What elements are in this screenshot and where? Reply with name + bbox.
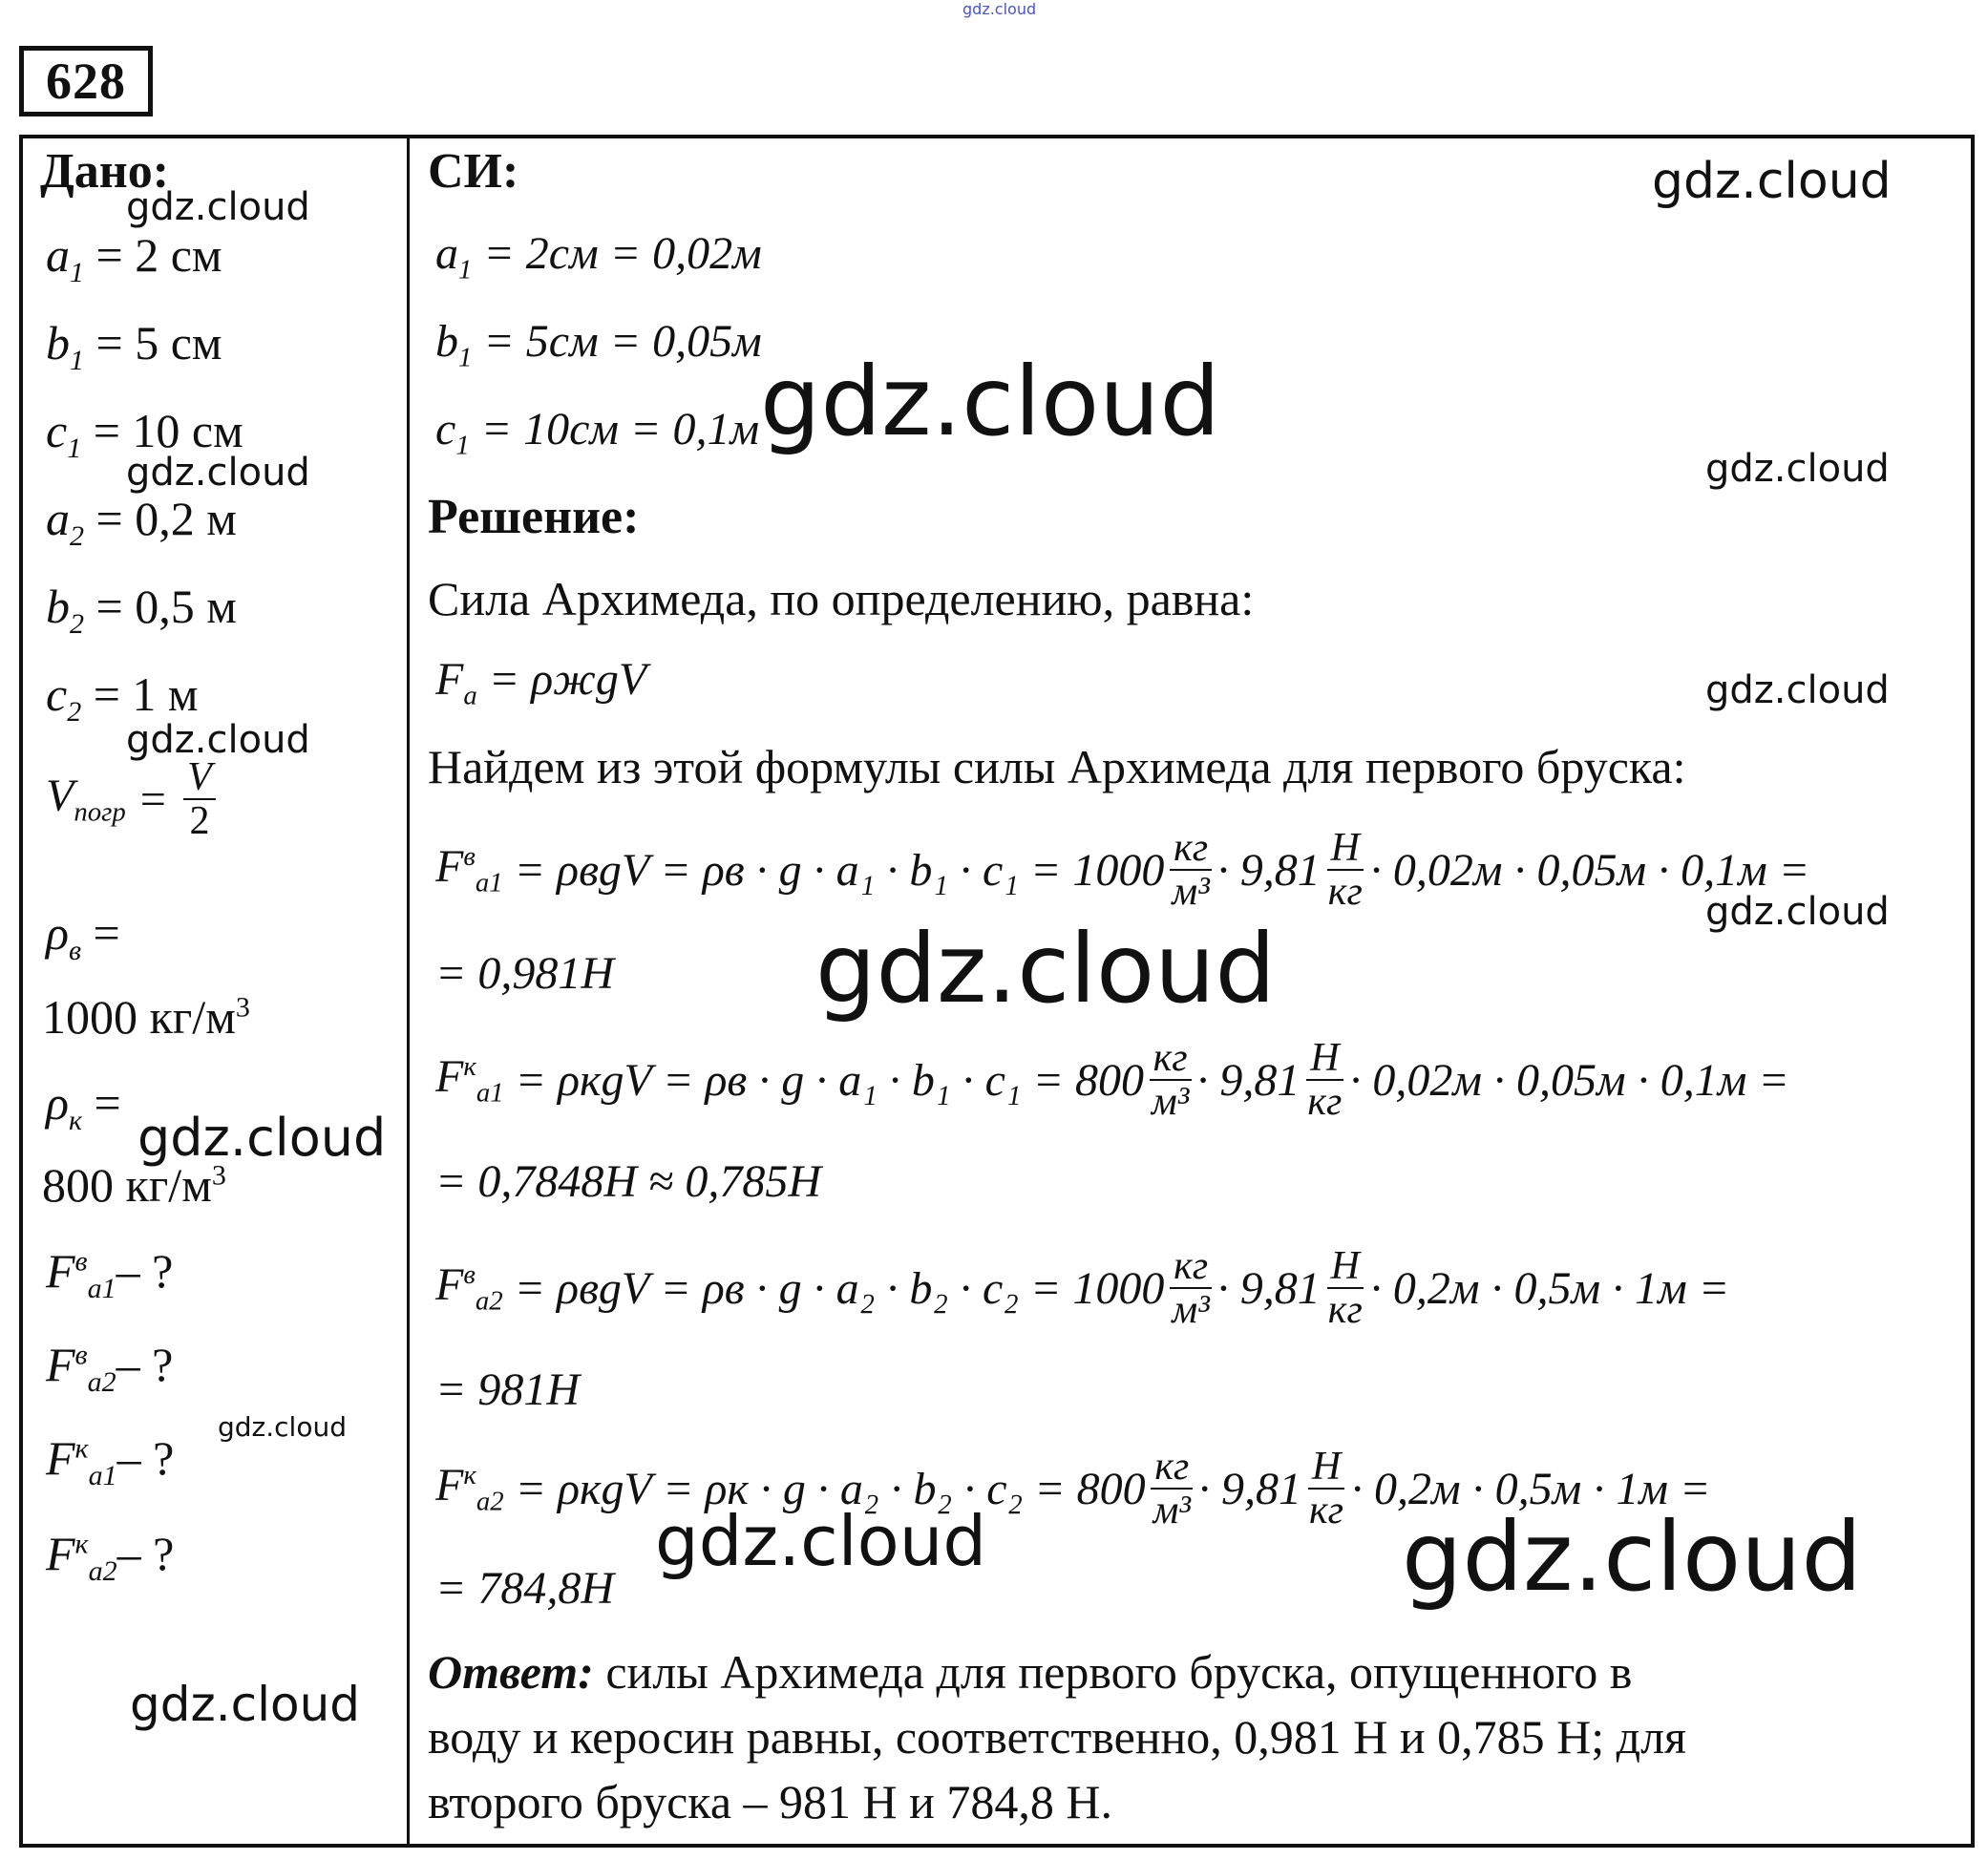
given-header: Дано:: [40, 144, 170, 199]
given-rho-v: $\rho_в$ =: [46, 906, 120, 966]
si-a1: $a_1 = 2см = 0,02м$: [435, 228, 762, 285]
unknown-fa2-v: $F^в_{a2}-$ ?: [46, 1338, 174, 1398]
equation-fa2-kerosene-result: = 784,8H: [435, 1563, 615, 1614]
answer-line-1: Ответ: силы Архимеда для первого бруска, опущенного в: [428, 1645, 1633, 1699]
watermark: gdz.cloud: [1705, 447, 1890, 491]
unknown-fa1-v: $F^в_{a1}-$ ?: [46, 1244, 174, 1304]
given-a1: $a_1 = 2$ см: [46, 228, 222, 288]
archimedes-formula: $F_a = \rho жgV$: [435, 654, 647, 711]
given-c1: $c_1 = 10$ см: [46, 404, 243, 464]
answer-line-2: воду и керосин равны, соответственно, 0,981 Н и 0,785 Н; для: [428, 1710, 1687, 1764]
solution-find-text: Найдем из этой формулы силы Архимеда для первого бруска:: [428, 740, 1686, 793]
equation-fa2-water-result: = 981H: [435, 1364, 581, 1415]
solution-intro: Сила Архимеда, по определению, равна:: [428, 572, 1255, 625]
watermark: gdz.cloud: [1402, 1501, 1863, 1613]
unknown-fa1-k: $F^к_{a1}-$ ?: [46, 1431, 175, 1491]
watermark: gdz.cloud: [126, 451, 310, 495]
si-header: СИ:: [428, 144, 519, 199]
top-watermark: gdz.cloud: [962, 0, 1037, 18]
given-vpogr: $V_{погр}$ = $\frac{V}{2}$: [46, 756, 220, 842]
given-b1: $b_1 = 5$ см: [46, 316, 222, 376]
equation-fa1-water-result: = 0,981H: [435, 948, 615, 999]
watermark: gdz.cloud: [655, 1501, 987, 1581]
si-b1: $b_1 = 5см = 0,05м$: [435, 316, 762, 373]
given-a2: $a_2 = 0,2$ м: [46, 492, 237, 552]
equation-fa1-kerosene: $F^к_{a1}$ = ρкgV = ρв · g · a₁ · b₁ · c₁ = 800 $\frac{кг}{\text{м³}}$ · 9,81 $\frac{H}{кг}$ · 0,02м · 0,05м · 0,1м =: [435, 1036, 1789, 1124]
si-c1: $c_1 = 10см = 0,1м$: [435, 404, 760, 461]
given-b2: $b_2 = 0,5$ м: [46, 580, 237, 640]
equation-fa1-kerosene-result: = 0,7848H ≈ 0,785H: [435, 1156, 822, 1207]
given-rho-k-value: 800 $кг/м^3$: [42, 1158, 226, 1212]
watermark: gdz.cloud: [126, 718, 310, 762]
given-rho-v-value: 1000 $кг/м^3$: [42, 990, 250, 1044]
equation-fa2-water: $F^в_{a2}$ = ρвgV = ρв · g · a₂ · b₂ · c₂ = 1000 $\frac{кг}{\text{м³}}$ · 9,81 $\frac{H}{кг}$ · 0,2м · 0,5м · 1м =: [435, 1244, 1730, 1332]
given-c2: $c_2 = 1$ м: [46, 667, 199, 728]
watermark: gdz.cloud: [1705, 668, 1890, 712]
watermark: gdz.cloud: [1652, 153, 1892, 210]
watermark: gdz.cloud: [1705, 890, 1890, 934]
problem-number: 628: [19, 46, 153, 116]
given-rho-k: $\rho_к$ =: [46, 1076, 121, 1136]
equation-fa1-water: $F^в_{a1}$ = ρвgV = ρв · g · a₁ · b₁ · c₁ = 1000 $\frac{кг}{\text{м³}}$ · 9,81 $\frac{H}{кг}$ · 0,02м · 0,05м · 0,1м =: [435, 826, 1810, 914]
column-divider: [407, 135, 410, 1844]
watermark: gdz.cloud: [815, 913, 1277, 1025]
unknown-fa2-k: $F^к_{a2}-$ ?: [46, 1527, 175, 1587]
answer-line-3: второго бруска – 981 Н и 784,8 Н.: [428, 1775, 1112, 1828]
solution-header: Решение:: [428, 490, 640, 544]
watermark: gdz.cloud: [137, 1108, 387, 1168]
watermark: gdz.cloud: [760, 346, 1221, 457]
watermark: gdz.cloud: [218, 1411, 347, 1443]
watermark: gdz.cloud: [126, 185, 310, 229]
equation-fa2-kerosene: $F^к_{a2}$ = ρкgV = ρк · g · a₂ · b₂ · c₂ = 800 $\frac{кг}{\text{м³}}$ · 9,81 $\frac{H}{кг}$ · 0,2м · 0,5м · 1м =: [435, 1445, 1711, 1532]
watermark: gdz.cloud: [130, 1677, 361, 1732]
